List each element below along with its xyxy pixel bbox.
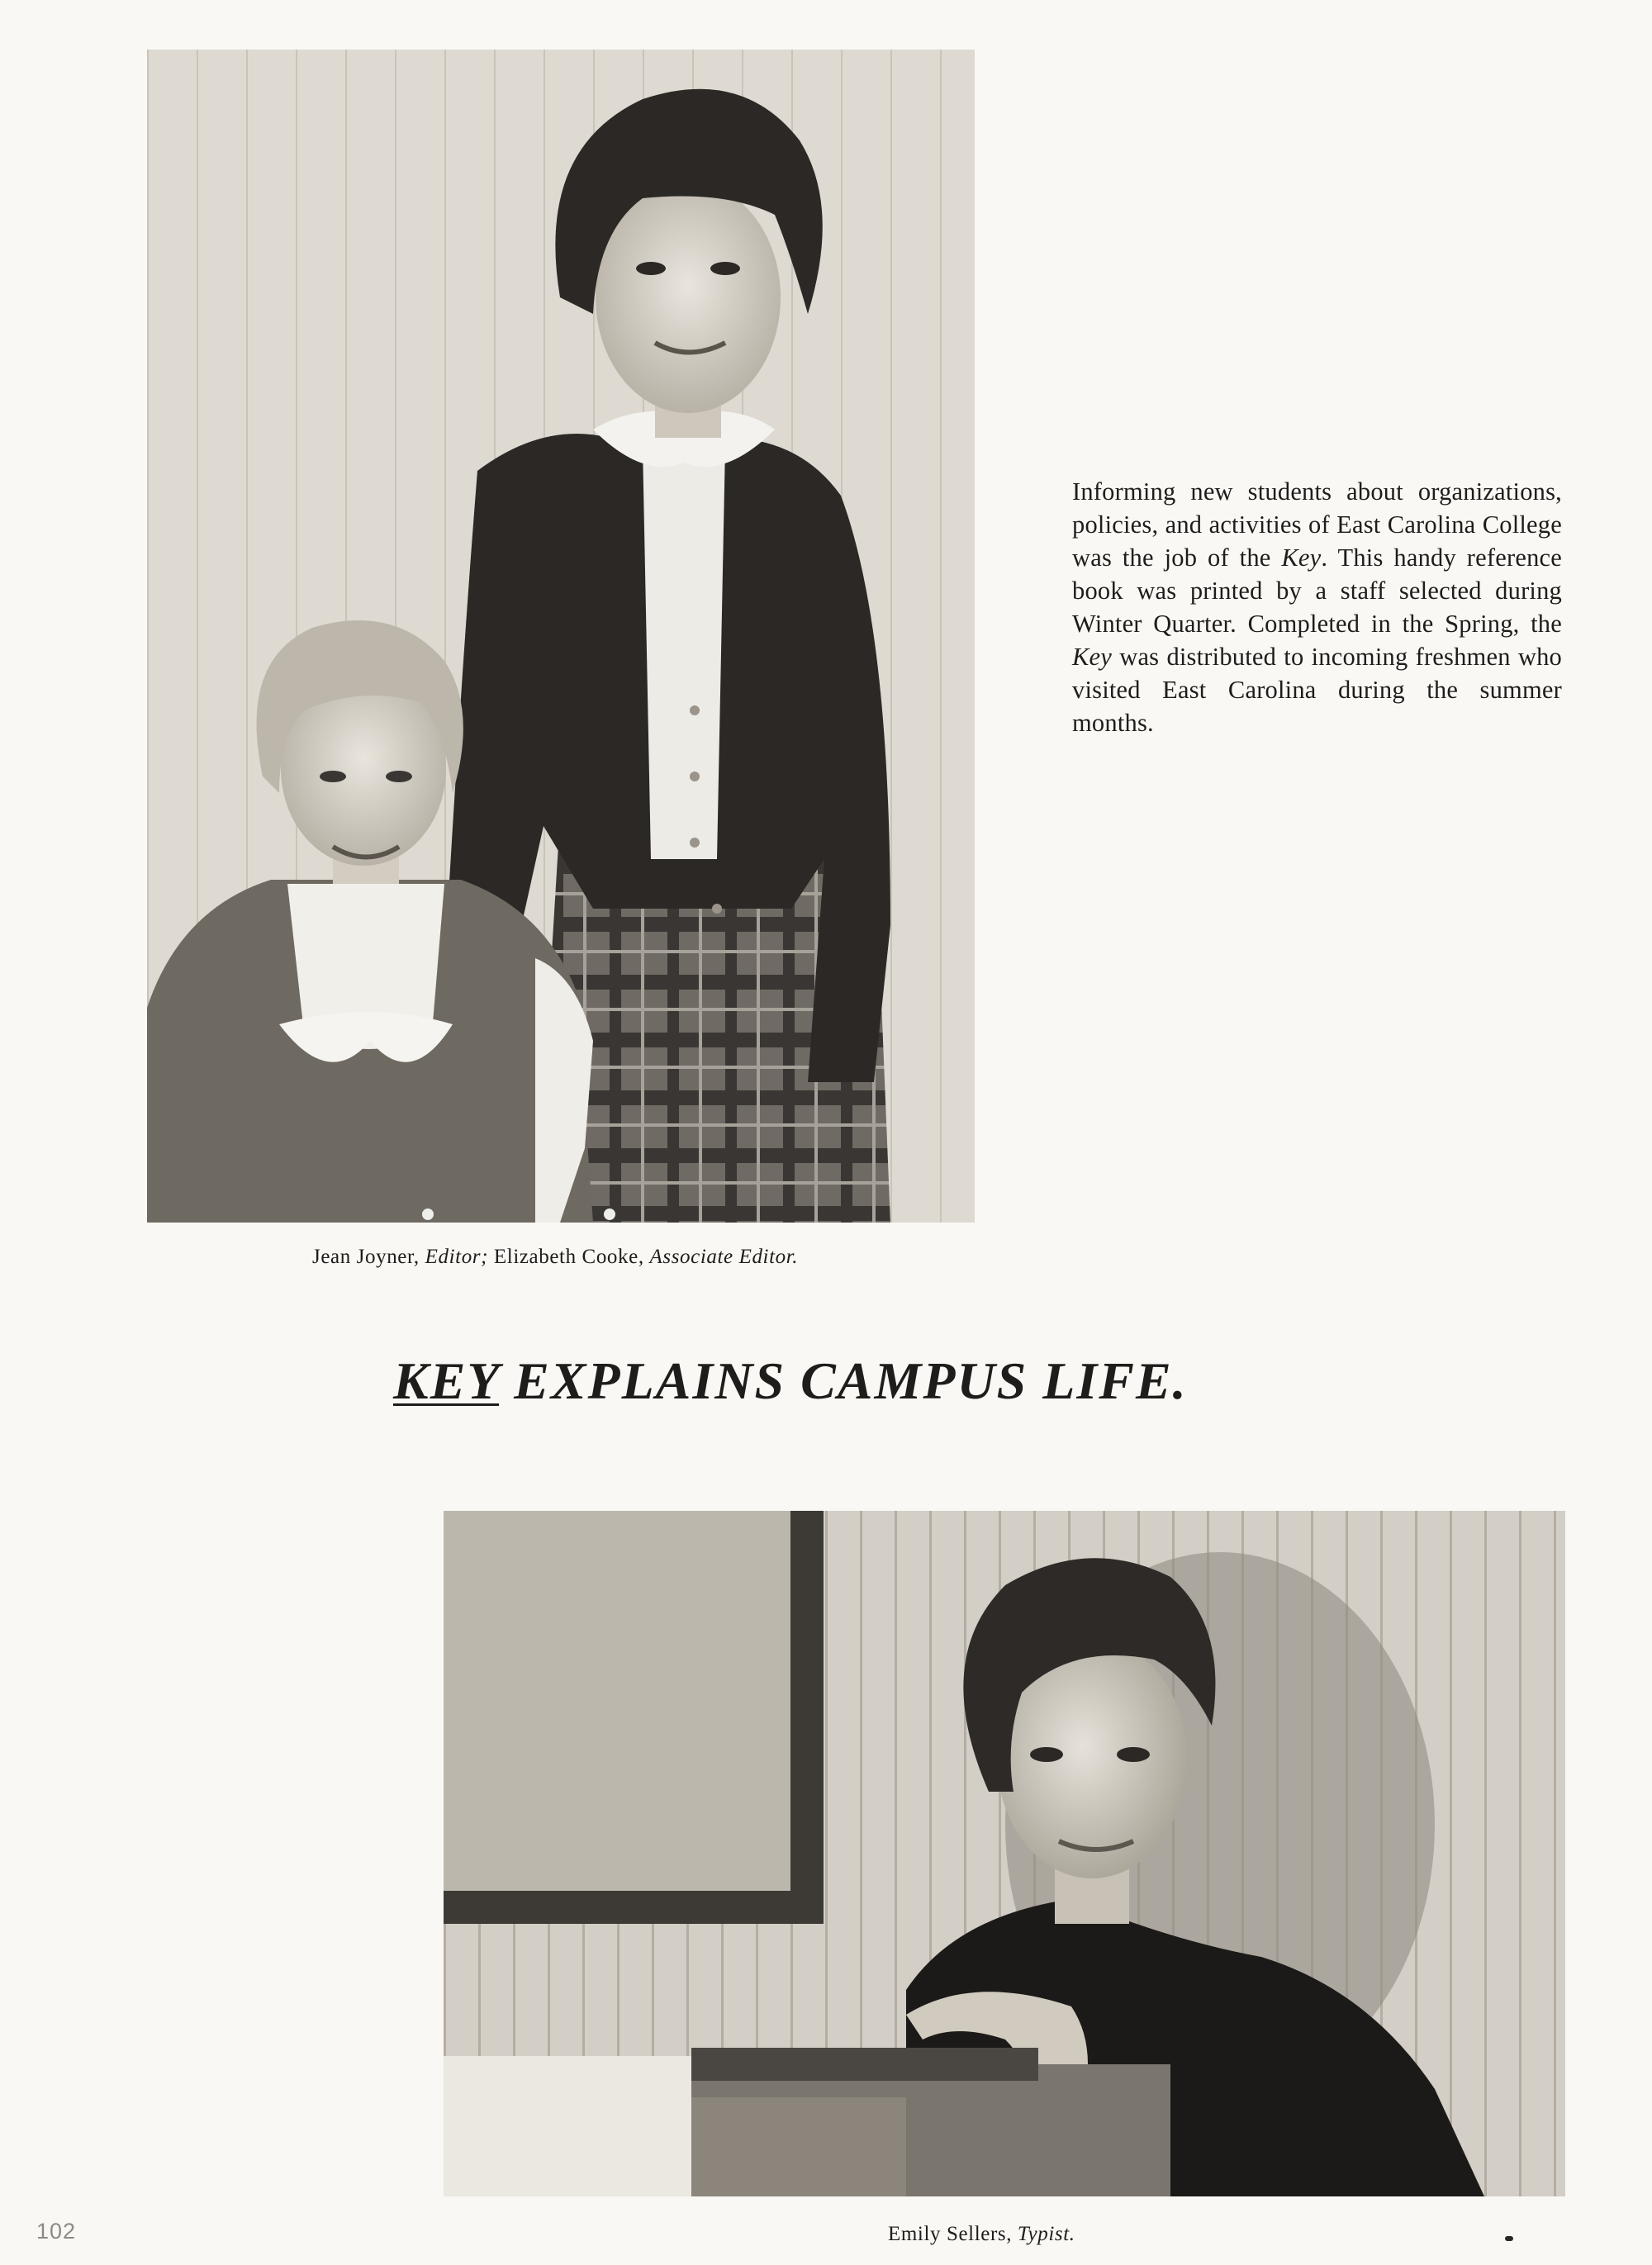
page-number: 102 (36, 2219, 77, 2244)
key-title-italic: Key (1281, 544, 1322, 572)
headline-key-word: KEY (393, 1351, 500, 1410)
key-title-italic: Key (1072, 643, 1113, 671)
page-headline: KEY EXPLAINS CAMPUS LIFE. (393, 1351, 1188, 1410)
typist-photo (444, 1511, 1565, 2196)
article-body: Informing new students about organizations, policies, and activities of East Carolina College was the job of the Key. This handy reference book was printed by a staff selected during Winter Quarter. Completed in the Spring, the Key was distributed to incoming freshmen who visited East Carolina during the summer months. (1072, 477, 1562, 737)
top-photo-caption: Jean Joyner, Editor; Elizabeth Cooke, Associate Editor. (312, 1246, 799, 1268)
bottom-photo-caption: Emily Sellers, Typist. (888, 2223, 1075, 2245)
print-speck (1505, 2236, 1513, 2241)
editors-photo (147, 50, 975, 1223)
